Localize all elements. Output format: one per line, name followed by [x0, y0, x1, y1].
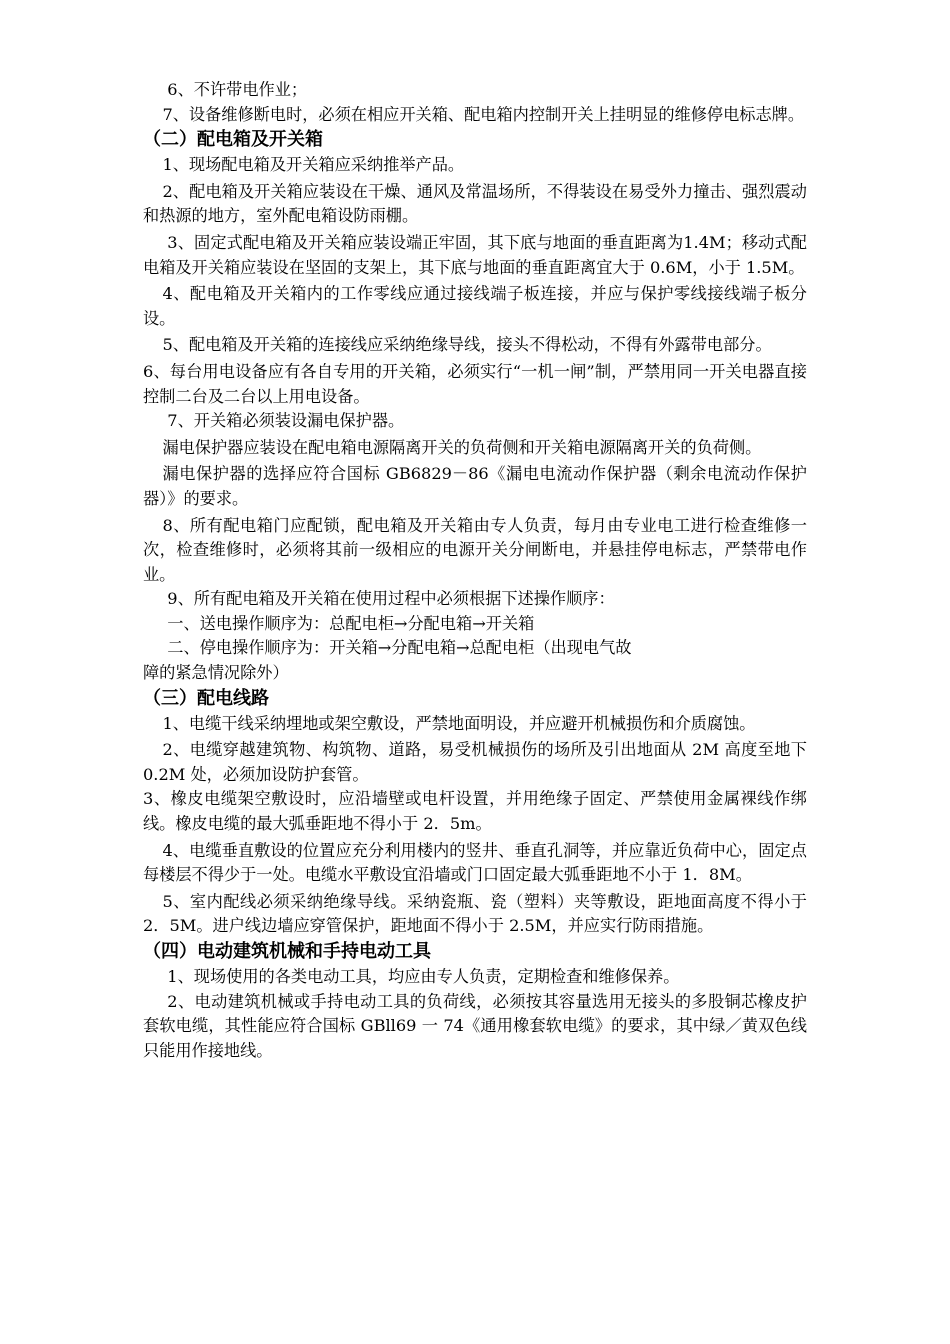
document-page — [143, 78, 807, 1063]
paragraph: 2、电缆穿越建筑物、构筑物、道路，易受机械损伤的场所及引出地面从 2M 高度至地下 0.2M 处，必须加设防护套管。 — [143, 740, 807, 784]
paragraph: 二、停电操作顺序为：开关箱→分配电箱→总配电柜（出现电气故 — [167, 638, 632, 658]
section-heading-2: （二）配电箱及开关箱 — [143, 129, 323, 151]
paragraph: 漏电保护器应装设在配电箱电源隔离开关的负荷侧和开关箱电源隔离开关的负荷侧。 — [162, 437, 762, 457]
paragraph: 4、电缆垂直敷设的位置应充分利用楼内的竖井、垂直孔洞等，并应靠近负荷中心，固定点每楼层不得少于一处。电缆水平敷设宜沿墙或门口固定最大弧垂距地不小于 1．8M。 — [143, 840, 807, 885]
paragraph: 3、固定式配电箱及开关箱应装设端正牢固，其下底与地面的垂直距离为1.4M；移动式配电箱及开关箱应装设在坚固的支架上，其下底与地面的垂直距离宜大于 0.6M，小于 1.5M。 — [143, 232, 807, 277]
paragraph: 漏电保护器的选择应符合国标 GB6829－86《漏电电流动作保护器（剩余电流动作保护器）》的要求。 — [143, 464, 807, 508]
paragraph: 1、电缆干线采纳埋地或架空敷设，严禁地面明设，并应避开机械损伤和介质腐蚀。 — [162, 713, 756, 733]
paragraph: 7、开关箱必须装设漏电保护器。 — [167, 411, 405, 431]
paragraph: 5、室内配线必须采纳绝缘导线。采纳瓷瓶、瓷（塑料）夹等敷设，距地面高度不得小于 2．5M。进户线边墙应穿管保护，距地面不得小于 2.5M，并应实行防雨措施。 — [143, 891, 807, 936]
paragraph: 7、设备维修断电时，必须在相应开关箱、配电箱内控制开关上挂明显的维修停电标志牌。 — [162, 104, 805, 124]
section-heading-3: （三）配电线路 — [143, 687, 269, 709]
paragraph: 2、配电箱及开关箱应装设在干燥、通风及常温场所，不得装设在易受外力撞击、强烈震动和热源的地方，室外配电箱设防雨棚。 — [143, 181, 807, 226]
paragraph: 3、橡皮电缆架空敷设时，应沿墙壁或电杆设置，并用绝缘子固定、严禁使用金属裸线作绑线。橡皮电缆的最大弧垂距地不得小于 2．5m。 — [143, 789, 807, 834]
paragraph: 障的紧急情况除外） — [143, 663, 289, 683]
paragraph: 2、电动建筑机械或手持电动工具的负荷线，必须按其容量选用无接头的多股铜芯橡皮护套软电缆，其性能应符合国标 GBll69 一 74《通用橡套软电缆》的要求，其中绿／黄双色线只能用作接地线。 — [143, 991, 807, 1060]
paragraph: 6、不许带电作业； — [167, 80, 308, 99]
paragraph: 6、每台用电设备应有各自专用的开关箱，必须实行“一机一闸”制，严禁用同一开关电器直接控制二台及二台以上用电设备。 — [143, 361, 807, 406]
paragraph: 1、现场使用的各类电动工具，均应由专人负责，定期检查和维修保养。 — [167, 967, 680, 986]
paragraph: 一、送电操作顺序为：总配电柜→分配电箱→开关箱 — [167, 613, 535, 633]
section-heading-4: （四）电动建筑机械和手持电动工具 — [143, 941, 431, 962]
paragraph: 8、所有配电箱门应配锁，配电箱及开关箱由专人负责，每月由专业电工进行检查维修一次，检查维修时，必须将其前一级相应的电源开关分闸断电，并悬挂停电标志，严禁带电作业。 — [143, 515, 807, 584]
paragraph: 1、现场配电箱及开关箱应采纳推举产品。 — [162, 155, 465, 175]
paragraph: 9、所有配电箱及开关箱在使用过程中必须根据下述操作顺序： — [167, 589, 615, 609]
paragraph: 5、配电箱及开关箱的连接线应采纳绝缘导线，接头不得松动，不得有外露带电部分。 — [162, 335, 772, 355]
paragraph: 4、配电箱及开关箱内的工作零线应通过接线端子板连接，并应与保护零线接线端子板分设。 — [143, 284, 807, 328]
